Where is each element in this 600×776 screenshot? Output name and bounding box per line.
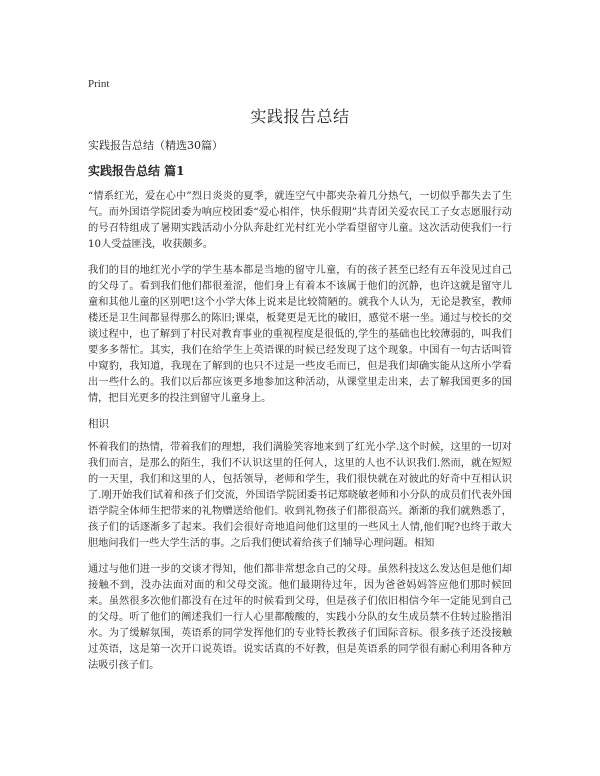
paragraph-destination: 我们的目的地红光小学的学生基本都是当地的留守儿童，有的孩子甚至已经有五年没见过自己的父母了。看到我们他们都很羞涩，他们身上有着本不该属于他们的沉静，也许这就是留守儿童和其他儿童的区别吧!这个小学大体上说来是比较简陋的。就我个人认为，无论是教室，教师楼还是卫生间都显得那么的陈旧;课桌，板凳更是无比的破旧，感觉不堪一坐。通过与校长的交谈过程中，也了解到了村民对教育事业的重视程度是很低的,学生的基础也比较薄弱的，叫我们要多多帮忙。其实，我们在给学生上英语课的时候已经发现了这个现象。中国有一句古话叫管中窥豹，我知道，我现在了解到的也只不过是一些皮毛而已，但是我们却确实能从这所小学看出一些什么的。我们以后都应该更多地参加这种活动，从课堂里走出来，去了解我国更多的国情，把目光更多的投注到留守儿童身上。 xyxy=(88,265,512,404)
page-title: 实践报告总结 xyxy=(250,107,350,126)
paragraph-intro: “情系红光，爱在心中”烈日炎炎的夏季，就连空气中都夹杂着几分热气，一切似乎都失去了生气。而外国语学院团委为响应校团委“爱心相伴，快乐假期”共青团关爱农民工子女志愿服行动的号召特组成了暑期实践活动小分队奔赴红光村红光小学看望留守儿童。这次活动使我们一行10人受益匪浅，收获颇多。 xyxy=(88,191,512,250)
print-link[interactable]: Print xyxy=(88,78,110,90)
paragraph-acquaintance: 怀着我们的热情，带着我们的理想，我们满脸笑容地来到了红光小学.这个时候，这里的一切对我们而言，是那么的陌生，我们不认识这里的任何人，这里的人也不认识我们.然而，就在短短的一天里，我们和这里的人，包括领导，老师和学生，我们很快就在对彼此的好奇中互相认识了.刚开始我们试着和孩子们交流，外国语学院团委书记郑晓敏老师和小分队的成员们代表外国语学院全体师生把带来的礼物赠送给他们。收到礼物孩子们都很高兴。渐渐的我们就熟悉了，孩子们的话逐渐多了起来。我们会很好奇地追问他们这里的一些风土人情,他们呢?也终于敢大胆地问我们一些大学生活的事。之后我们便试着给孩子们辅导心理问题。相知 xyxy=(88,442,512,549)
document-subtitle: 实践报告总结（精选30篇） xyxy=(88,139,223,152)
section-heading: 实践报告总结 篇1 xyxy=(88,164,185,178)
paragraph-understanding: 通过与他们进一步的交谈才得知，他们都非常想念自己的父母。虽然科技这么发达但是他们却接触不到，没办法面对面的和父母交流。他们最期待过年，因为爸爸妈妈答应他们那时候回来。虽然很多次他们都没有在过年的时候看到父母，但是孩子们依旧相信今年一定能见到自己的父母。听了他们的阐述我们一行人心里都酸酸的，实践小分队的女生成员禁不住转过脸揩泪水。为了缓解氛围，英语系的同学发挥他们的专业特长教孩子们国际音标。很多孩子还没接触过英语，这是第一次开口说英语。说实话真的不好教，但是英语系的同学很有耐心利用各种方法吸引孩子们。 xyxy=(88,564,512,671)
label-acquaintance: 相识 xyxy=(88,418,109,430)
